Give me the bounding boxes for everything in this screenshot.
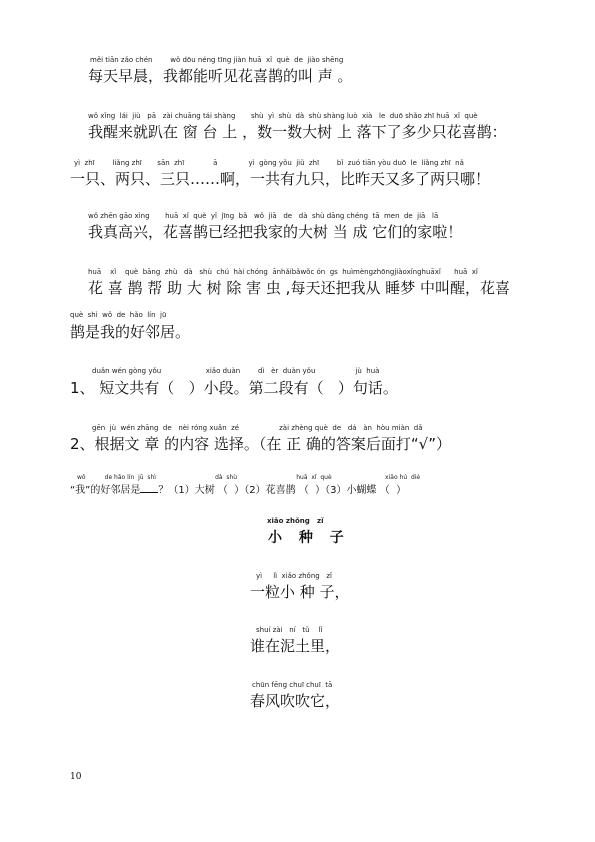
q3-pinyin: wǒ de hǎo lín jū shì dà shù huā xǐ què xiǎo hú dié	[77, 474, 421, 481]
page-number: 10	[70, 772, 82, 782]
poem-line2-pinyin: shuí zài ní tǔ lǐ	[256, 626, 323, 634]
poem-title: 小 种 子	[268, 530, 350, 546]
q2-text: 2、根据文 章 的内容 选择。（在 正 确的答案后面打“√”）	[70, 435, 451, 453]
q3-line	[70, 482, 406, 498]
p2-pinyin-line1: wǒ xǐng lái jiù pā zài chuāng tái shàng shù yì shù dà shù shàng luò xià le duō shǎo zhī huā xǐ què	[88, 112, 478, 120]
p4-pinyin-line1: huā xǐ què bāng zhù dà shù chú hài chóng ānhǎibǎwǒc ón gs huìmèngzhōngjiàoxǐnghuāxǐ huā xǐ	[88, 268, 478, 276]
q3-answer-blank[interactable]	[140, 482, 158, 493]
p4-text-line2: 鹊是我的好邻居。	[70, 323, 191, 341]
q1-pinyin: duǎn wén gòng yǒu xiǎo duàn dì èr duàn yǒu jù huà	[92, 367, 380, 375]
q2-pinyin: gēn jù wén zhāng de nèi róng xuǎn zé zài zhèng què de dá àn hòu miàn dǎ	[92, 424, 423, 432]
poem-title-pinyin: xiǎo zhǒng zǐ	[267, 517, 324, 525]
p2-text-line1: 我醒来就趴在 窗 台 上 ，数一数大树 上 落下了多少只花喜鹊：	[88, 123, 507, 141]
poem-line3-text: 春风吹吹它，	[250, 692, 341, 710]
q3-options: ？（1）大树 （ ）（2）花喜鹊 （ ）（3）小蝴蝶 （ ）	[158, 485, 407, 496]
p2-text-line2: 一只、两只、三只……啊，一共有九只，比昨天又多了两只哪！	[70, 170, 491, 188]
p3-pinyin: wǒ zhēn gāo xìng huā xǐ què yǐ jīng bǎ wǒ jiā de dà shù dāng chéng tā men de jiā lā	[88, 212, 439, 220]
p3-text: 我真高兴，花喜鹊已经把我家的大树 当 成 它们的家啦！	[88, 223, 463, 241]
p4-pinyin-line2: què shì wǒ de hǎo lín jū	[70, 311, 167, 319]
poem-line3-pinyin: chūn fēng chuī chuī tā	[252, 681, 333, 689]
p4-text-line1: 花 喜 鹊 帮 助 大 树 除 害 虫 ,每天还把我从 睡梦 中叫醒，花喜	[88, 279, 510, 297]
poem-line2-text: 谁在泥土里，	[250, 637, 341, 655]
poem-line1-pinyin: yì lì xiǎo zhǒng zǐ	[256, 572, 333, 580]
q1-text: 1、 短文共有（ ）小段。第二段有（ ）句话。	[70, 379, 398, 397]
p1-text: 每天早晨，我都能听见花喜鹊的叫 声 。	[88, 67, 353, 85]
p2-pinyin-line2: yì zhī liǎng zhī sān zhī ā yì gòng yǒu jiǔ zhī bǐ zuó tiān yòu duō le liǎng zhī nǎ	[74, 159, 464, 167]
q3-prefix: “我”的好邻居是	[70, 485, 141, 496]
p1-pinyin: měi tiān zǎo chén wǒ dōu néng tīng jiàn huā xǐ què de jiào shēng	[90, 56, 344, 64]
poem-line1-text: 一粒小 种 子，	[250, 583, 350, 601]
